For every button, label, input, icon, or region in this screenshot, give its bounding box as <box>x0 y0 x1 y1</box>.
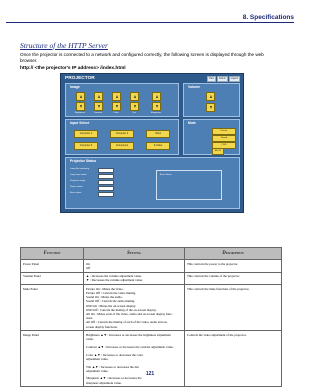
mute-all-off-button[interactable]: All Off <box>212 148 224 155</box>
volume-panel-label: Volume <box>188 85 200 89</box>
column-header-description: Description <box>185 248 282 260</box>
input-svideo-button[interactable]: S-Video <box>146 142 170 150</box>
color-down-icon[interactable] <box>112 102 121 111</box>
table-header-row <box>21 248 282 260</box>
status-field-label: Projector usage <box>70 180 86 182</box>
brightness-label: Brightness <box>74 112 86 114</box>
ui-title: PROJECTOR <box>65 76 95 81</box>
setting-line: Contrast ▲▼ : Increases or decreases the contrast adjustment value. <box>86 344 174 349</box>
table-row <box>21 260 282 273</box>
description-cell: Controls the video adjustment of the projector. <box>185 331 282 387</box>
status-field-row <box>70 174 140 178</box>
setting-line: Sound Off : Cancels the audio muting. <box>86 299 136 304</box>
setting-line: Off <box>86 265 91 270</box>
chapter-title: 8. Specifications <box>242 14 294 21</box>
mute-panel-label: Mute <box>188 121 196 125</box>
function-table <box>20 247 282 387</box>
brightness-down-icon[interactable] <box>76 102 85 111</box>
page-header <box>6 14 294 23</box>
setting-line: ▼ : Decreases the volume adjustment value. <box>86 278 143 283</box>
setting-cell <box>84 285 185 331</box>
input-video-button[interactable]: Video <box>146 130 170 138</box>
status-field-row <box>70 180 140 184</box>
contrast-label: Contrast <box>93 112 103 114</box>
sharpness-down-icon[interactable] <box>152 102 161 111</box>
status-field-row <box>70 186 140 190</box>
status-field-label: Error status <box>70 192 82 194</box>
status-field-label: Lamp life remaining <box>70 168 90 170</box>
tint-up-icon[interactable] <box>130 92 139 101</box>
setting-line: All Off : Cancels the muting of each of the video, audio and on- <box>86 320 168 325</box>
tint-label: Tint <box>132 112 136 114</box>
intro-paragraph: Once the projector is connected to a network and configured correctly, the following screen is displayed through the web browser. <box>20 52 264 63</box>
sharpness-up-icon[interactable] <box>152 92 161 101</box>
section-title: Structure of the HTTP Server <box>20 41 108 50</box>
ui-top-button-logout[interactable]: Logout <box>230 77 238 80</box>
setting-line: value. <box>86 337 94 342</box>
status-field-row <box>70 192 140 196</box>
color-up-icon[interactable] <box>112 92 121 101</box>
description-cell: This controls the mute functions of the projector. <box>185 285 282 331</box>
brightness-up-icon[interactable] <box>76 92 85 101</box>
setting-line: Color ▲▼ : Increases or decreases the color <box>86 352 144 357</box>
status-field-value <box>98 168 114 173</box>
status-field-value <box>98 192 114 197</box>
setting-line: sharpness adjustment value. <box>86 380 122 385</box>
status-field-value <box>98 180 114 185</box>
setting-line: ▲ : Increases the volume adjustment value. <box>86 274 142 279</box>
setting-line: All On : Mutes each of the video, audio and on-screen display func- <box>86 312 173 316</box>
ui-top-buttons <box>207 76 240 82</box>
contrast-down-icon[interactable] <box>94 102 103 111</box>
mute-osd-button[interactable]: OSD <box>212 142 236 149</box>
status-field-label: Lamp hour meter <box>70 174 87 176</box>
description-cell: This controls the volume of the projector. <box>185 272 282 285</box>
input-component-button[interactable]: Component <box>110 142 134 150</box>
table-row <box>21 285 282 331</box>
function-cell: Volume Panel <box>21 272 84 285</box>
ui-top-button-admin[interactable]: Admin <box>218 77 226 80</box>
column-header-function: Function <box>21 248 84 260</box>
error-status-box <box>156 170 222 200</box>
projector-status-panel <box>65 157 240 209</box>
setting-line: Picture Off : Cancels the video muting. <box>86 290 136 295</box>
mute-sound-button[interactable]: Sound <box>212 135 236 142</box>
setting-line: Brightness ▲▼ : Increases or decreases the brightness adjustment <box>86 333 171 337</box>
volume-up-icon[interactable] <box>206 92 215 101</box>
input-select-label: Input Select <box>70 121 90 125</box>
projector-status-label: Projector Status <box>70 159 97 163</box>
status-field-label: Power status <box>70 186 83 188</box>
image-panel-label: Image <box>70 85 80 89</box>
input-select-panel <box>65 119 179 155</box>
function-cell: Image Panel <box>21 331 84 387</box>
table-row <box>21 272 282 285</box>
error-status-label: Error Status <box>160 174 172 176</box>
projector-web-ui <box>60 73 244 213</box>
image-panel <box>65 83 179 117</box>
setting-cell <box>84 260 185 273</box>
setting-line: adjustment value. <box>86 356 109 361</box>
mute-panel <box>183 119 240 155</box>
setting-line: On <box>86 261 90 266</box>
setting-line: Tint ▲▼ : Increases or decreases the tint <box>86 364 139 369</box>
status-field-value <box>98 174 114 179</box>
function-cell: Mute Panel <box>21 285 84 331</box>
setting-line: Sound On : Mutes the audio. <box>86 295 123 300</box>
volume-down-icon[interactable] <box>206 103 215 112</box>
setting-line: OSD On : Mutes the on-screen display. <box>86 303 136 308</box>
color-label: Color <box>113 112 119 114</box>
table-row <box>21 331 282 387</box>
setting-line: tions. <box>86 316 93 321</box>
setting-cell <box>84 331 185 387</box>
input-computer3-button[interactable]: Computer 3 <box>74 142 98 150</box>
setting-line: Sharpness ▲▼ : Increases or decreases the <box>86 376 142 381</box>
function-cell: Power Panel <box>21 260 84 273</box>
contrast-up-icon[interactable] <box>94 92 103 101</box>
setting-line: OSD Off : Cancels the muting of the on-screen display. <box>86 307 157 312</box>
input-computer2-button[interactable]: Computer 2 <box>110 130 134 138</box>
url-line: http:// <the projector's IP address> /index.html <box>20 66 126 71</box>
sharpness-label: Sharpness <box>150 112 162 114</box>
volume-panel <box>183 83 240 117</box>
input-computer1-button[interactable]: Computer 1 <box>74 130 98 138</box>
status-field-value <box>98 186 114 191</box>
column-header-setting: Setting <box>84 248 185 260</box>
page-number: 121 <box>145 371 155 377</box>
status-field-row <box>70 168 140 172</box>
setting-line: adjustment value. <box>86 368 109 373</box>
mute-picture-button[interactable]: Picture <box>212 128 236 135</box>
setting-line: Picture On : Mutes the video. <box>86 286 124 291</box>
setting-cell <box>84 272 185 285</box>
tint-down-icon[interactable] <box>130 102 139 111</box>
ui-top-button-view[interactable]: View <box>208 77 214 80</box>
description-cell: This controls the power to the projector. <box>185 260 282 273</box>
setting-line: screen display functions. <box>86 324 118 329</box>
